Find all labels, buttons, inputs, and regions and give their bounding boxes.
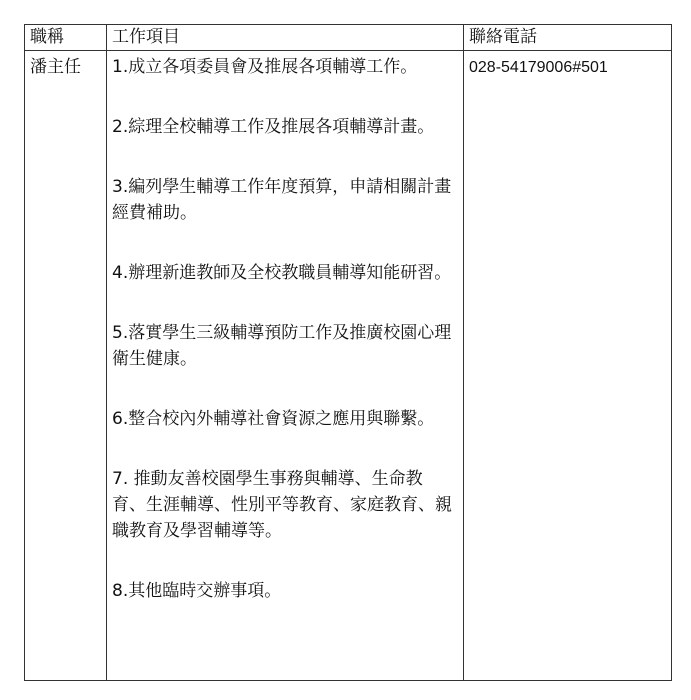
task-item-8: 8.其他臨時交辦事項。 <box>112 581 282 601</box>
header-phone: 聯絡電話 <box>464 25 672 51</box>
phone-number: 028-54179006#501 <box>469 59 608 76</box>
phone-cell <box>464 51 672 681</box>
task-item-7: 7. 推動友善校園學生事務與輔導、生命教育、生涯輔導、性別平等教育、家庭教育、親職教育及學習輔導等。 <box>112 469 452 541</box>
task-item-6: 6.整合校內外輔導社會資源之應用與聯繫。 <box>112 409 435 429</box>
task-item-3: 3.編列學生輔導工作年度預算，申請相關計畫經費補助。 <box>112 177 452 223</box>
task-item-2: 2.綜理全校輔導工作及推展各項輔導計畫。 <box>112 117 435 137</box>
work-items-cell <box>107 51 464 681</box>
job-title-cell: 潘主任 <box>25 51 107 681</box>
header-row <box>25 25 672 51</box>
header-items: 工作項目 <box>107 25 464 51</box>
header-title: 職稱 <box>25 25 107 51</box>
task-item-4: 4.辦理新進教師及全校教職員輔導知能研習。 <box>112 263 452 283</box>
task-item-1: 1.成立各項委員會及推展各項輔導工作。 <box>112 57 418 77</box>
duty-table <box>24 24 672 681</box>
table-row <box>25 51 672 681</box>
task-item-5: 5.落實學生三級輔導預防工作及推廣校園心理衛生健康。 <box>112 323 452 369</box>
